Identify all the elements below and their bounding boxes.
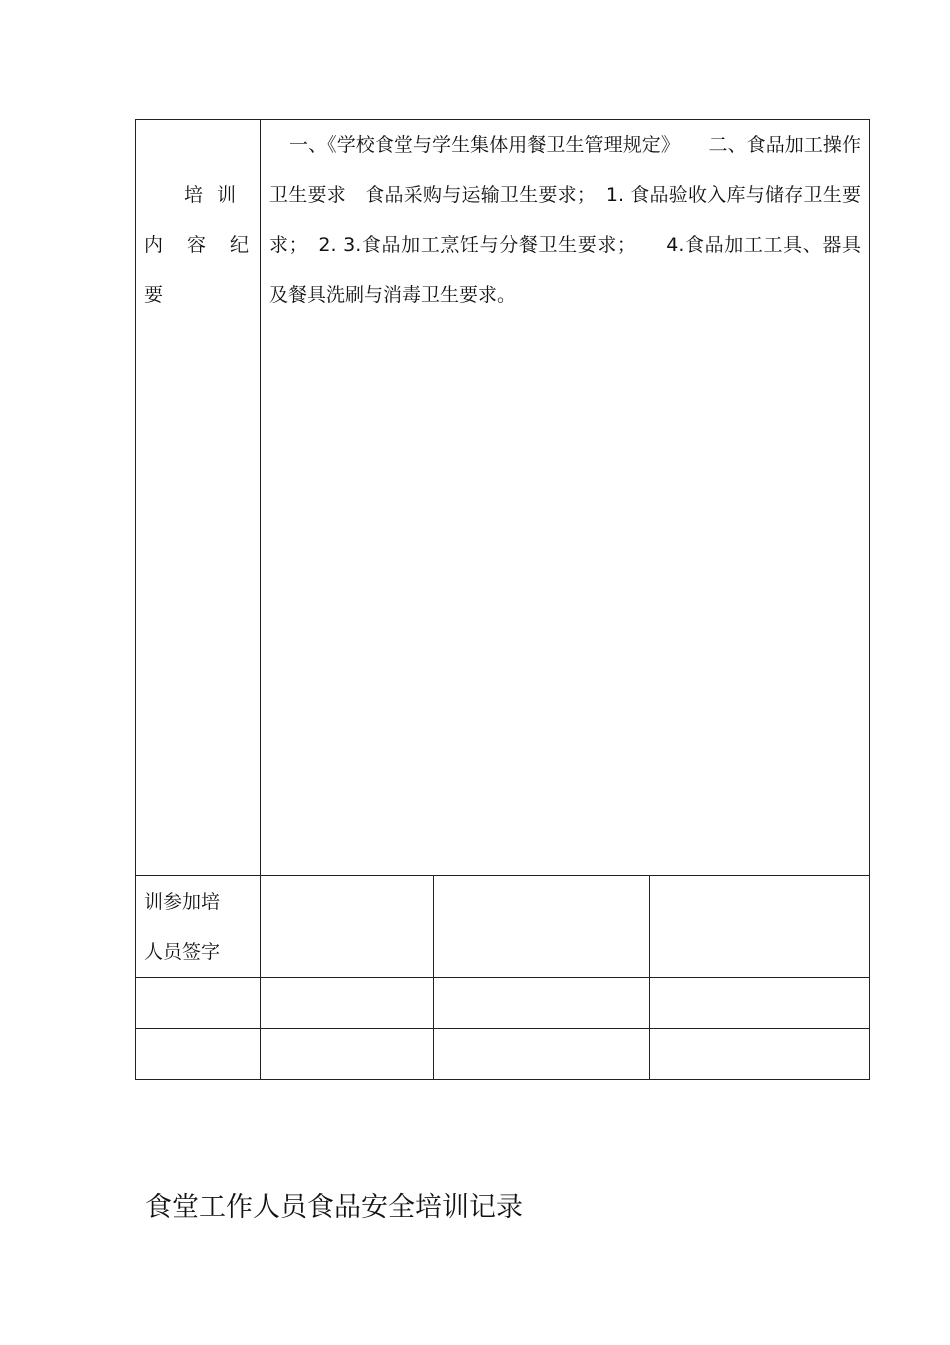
signature-label-cell [136,876,261,978]
content-row [136,120,870,876]
content-label-cell [136,120,274,876]
blank-cell [136,978,261,1029]
content-summary-cell [261,120,870,876]
content-label-line-3: 要 [144,284,164,306]
blank-cell [136,1029,261,1080]
document-title: 食堂工作人员食品安全培训记录 [145,1192,523,1223]
blank-cell [650,978,870,1029]
signature-row [136,876,870,978]
signature-cell [434,876,650,978]
training-content-text: 一、《学校食堂与学生集体用餐卫生管理规定》 二、食品加工操作卫生要求 食品采购与运输卫生要求； 1. 食品验收入库与储存卫生要求； 2. 3.食品加工烹饪与分餐卫生要求； 4.食品加工工具、器具及餐具洗刷与消毒卫生要求。 [269,134,861,306]
blank-cell [434,1029,650,1080]
content-label-line-2: 内容纪 [144,234,274,256]
blank-cell [650,1029,870,1080]
blank-cell [261,978,434,1029]
signature-cell [261,876,434,978]
signature-label-line-1: 训参加培 [144,891,221,913]
blank-cell [434,978,650,1029]
content-label-line-1: 培训 [184,184,251,206]
signature-row-blank [136,978,870,1029]
signature-row-blank [136,1029,870,1080]
blank-cell [261,1029,434,1080]
signature-label-line-2: 人员签字 [144,941,221,963]
training-record-table [135,119,870,1080]
signature-cell [650,876,870,978]
